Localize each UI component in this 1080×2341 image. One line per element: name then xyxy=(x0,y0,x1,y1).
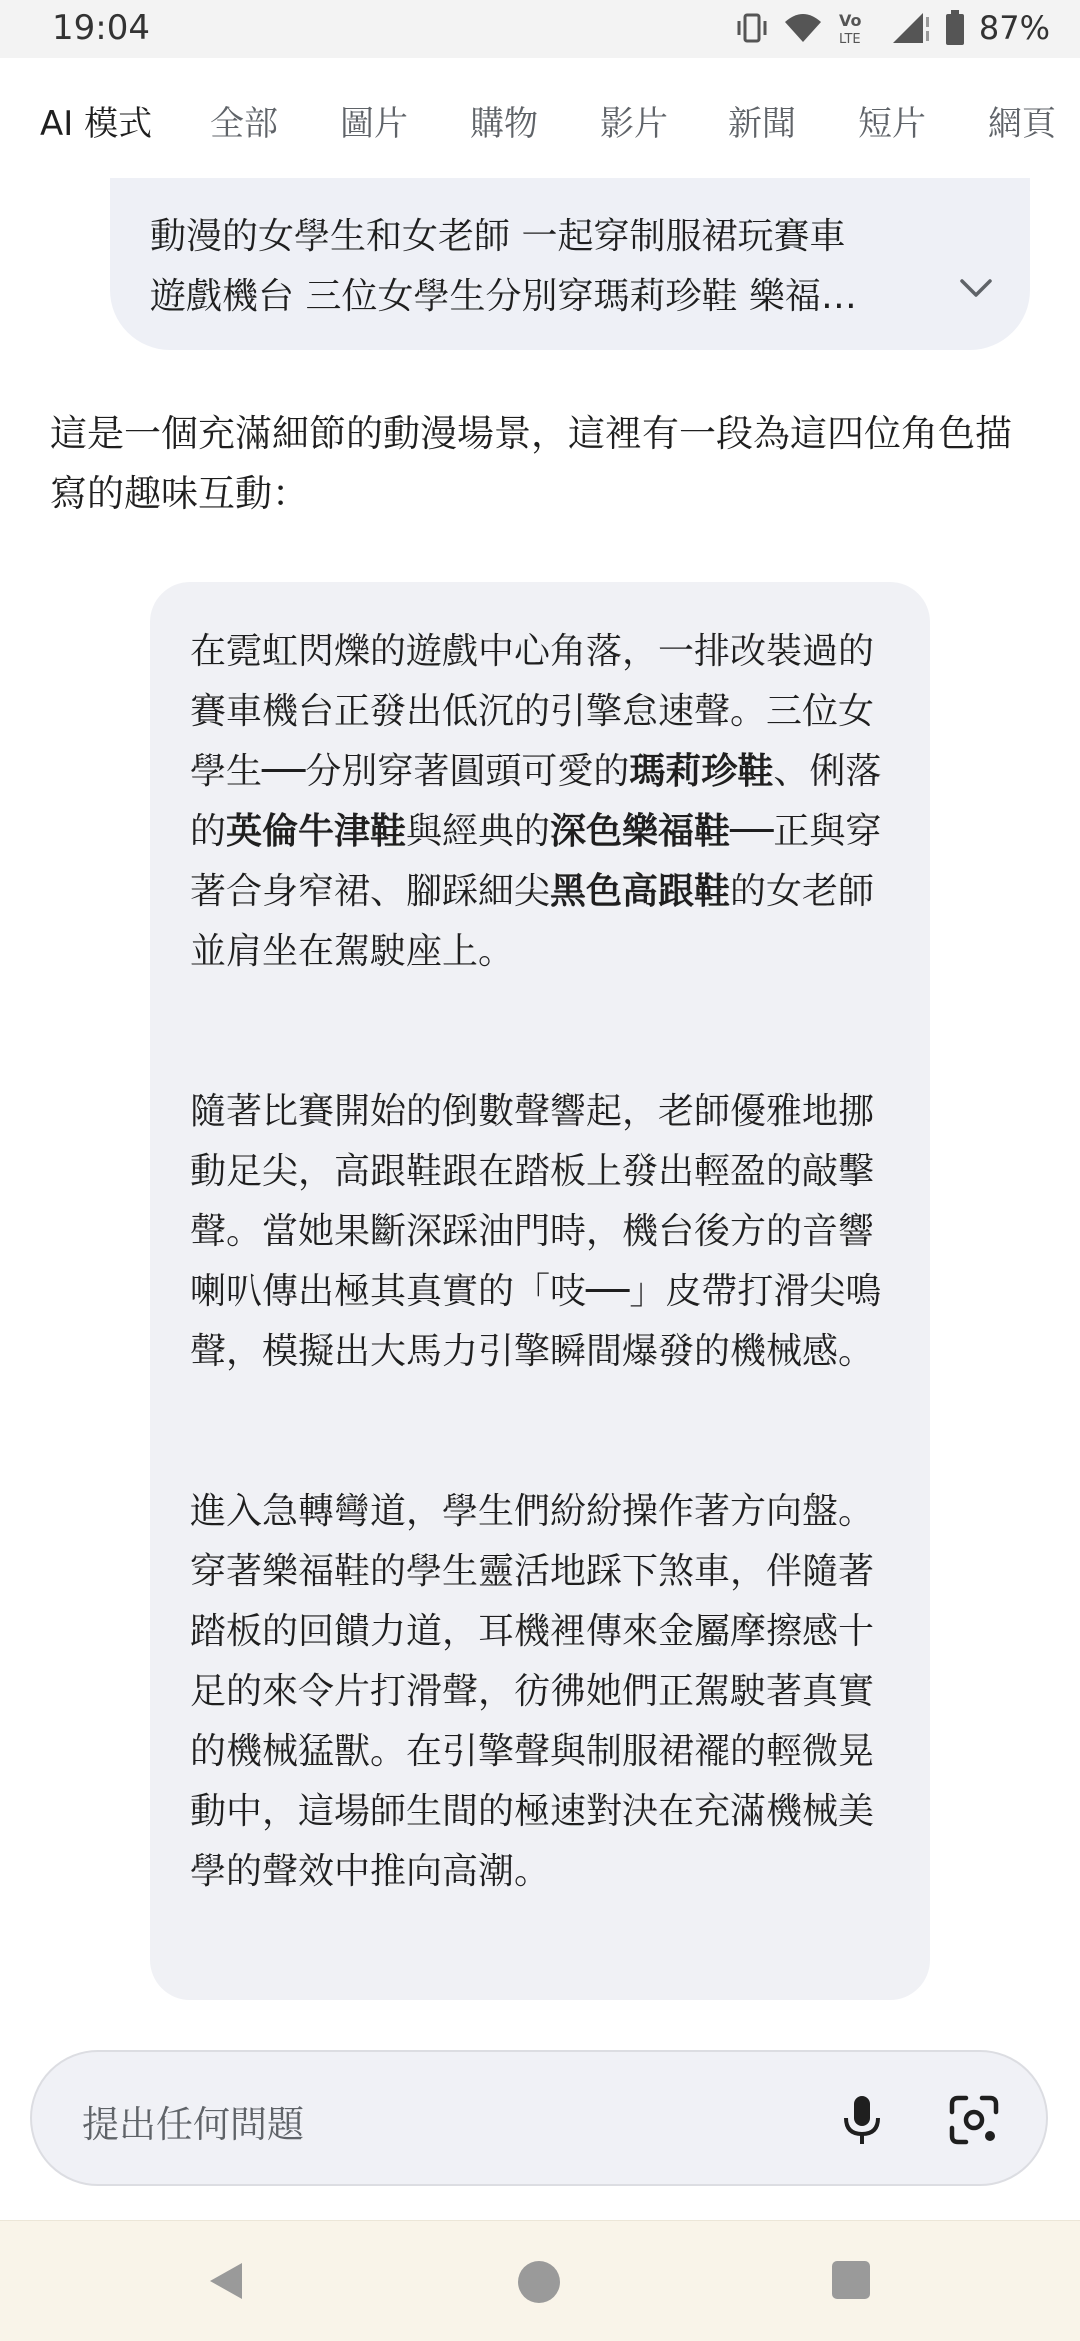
para1-bold-heels: 黑色高跟鞋 xyxy=(550,871,731,912)
home-icon[interactable] xyxy=(516,2259,562,2309)
tab-shorts[interactable]: 短片 xyxy=(858,104,926,144)
para1-text-4: ──正與穿著合身窄裙、腳踩細尖 xyxy=(190,811,882,912)
wifi-icon xyxy=(783,12,823,44)
status-time: 19:04 xyxy=(52,8,150,48)
query-line-1: 動漫的女學生和女老師 一起穿制服裙玩賽車 xyxy=(150,216,846,257)
chevron-down-icon[interactable] xyxy=(958,276,994,304)
para1-bold-mary-jane: 瑪莉珍鞋 xyxy=(629,751,774,792)
search-tabs xyxy=(0,58,1080,178)
status-bar xyxy=(0,0,1080,58)
tab-videos[interactable]: 影片 xyxy=(600,104,668,144)
para1-bold-loafer: 深色樂福鞋 xyxy=(550,811,731,852)
system-nav-bar xyxy=(0,2220,1080,2341)
query-line-2: 遊戲機台 三位女學生分別穿瑪莉珍鞋 樂福… xyxy=(150,276,857,317)
recents-icon[interactable] xyxy=(830,2259,872,2305)
battery-percent: 87% xyxy=(978,9,1050,47)
story-paragraph-2: 隨著比賽開始的倒數聲響起，老師優雅地挪動足尖，高跟鞋跟在踏板上發出輕盈的敲擊聲。當她果斷深踩油門時，機台後方的音響喇叭傳出極其真實的「吱──」皮帶打滑尖鳴聲，模擬出大馬力引擎瞬間爆發的機械感。 xyxy=(190,1091,882,1372)
microphone-icon[interactable] xyxy=(832,2090,892,2150)
para1-text-1: 在霓虹閃爍的遊戲中心角落，一排改裝過的賽車機台正發出低沉的引擎怠速聲。三位女學生──分別穿著圓頭可愛的 xyxy=(190,631,875,792)
ask-input-placeholder[interactable]: 提出任何問題 xyxy=(82,2103,304,2146)
para1-bold-oxford: 英倫牛津鞋 xyxy=(226,811,407,852)
story-paragraph-1 xyxy=(190,622,890,982)
story-card xyxy=(150,582,930,2000)
svg-text:LTE: LTE xyxy=(838,32,861,46)
user-query-bubble[interactable] xyxy=(110,178,1030,350)
tab-news[interactable]: 新聞 xyxy=(728,104,796,144)
tab-shopping[interactable]: 購物 xyxy=(470,104,538,144)
status-icons xyxy=(735,6,1050,50)
signal-icon xyxy=(891,11,931,45)
ask-input-bar[interactable] xyxy=(30,2050,1048,2186)
para1-text-3: 與經典的 xyxy=(406,811,551,852)
para1-text-2: 、俐落的 xyxy=(190,751,882,852)
back-icon[interactable] xyxy=(204,2259,248,2307)
lens-camera-icon[interactable] xyxy=(944,2090,1004,2150)
tab-images[interactable]: 圖片 xyxy=(340,104,408,144)
battery-icon xyxy=(945,10,965,46)
tab-all[interactable]: 全部 xyxy=(210,104,278,144)
tab-ai-mode[interactable]: AI 模式 xyxy=(40,104,153,144)
volte-icon xyxy=(837,10,877,46)
story-paragraph-3: 進入急轉彎道，學生們紛紛操作著方向盤。穿著樂福鞋的學生靈活地踩下煞車，伴隨著踏板的回饋力道，耳機裡傳來金屬摩擦感十足的來令片打滑聲，彷彿她們正駕駛著真實的機械猛獸。在引擎聲與制服裙襬的輕微晃動中，這場師生間的極速對決在充滿機械美學的聲效中推向高潮。 xyxy=(190,1491,875,1892)
svg-text:Vo: Vo xyxy=(838,11,862,30)
response-intro: 這是一個充滿細節的動漫場景，這裡有一段為這四位角色描寫的趣味互動： xyxy=(50,412,1012,515)
tab-web[interactable]: 網頁 xyxy=(988,104,1056,144)
para1-text-5: 的女老師並肩坐在駕駛座上。 xyxy=(190,871,875,972)
vibrate-icon xyxy=(735,13,769,43)
